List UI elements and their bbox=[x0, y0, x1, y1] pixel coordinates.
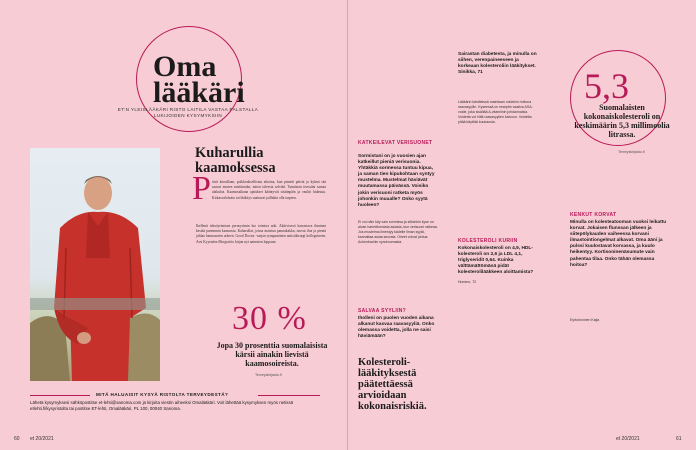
signature: Eyrtoinvonen Kaija bbox=[570, 318, 600, 322]
intro-text: äivä kerrallaan, poikkeuksellisina aikoina, kun pimeät päivät ja kylmä sää saavat monen miettimään, miten talvesta selviää. Tunnistan itsessäni samaa alakuloa. Kaamosaikana ajatukset kääntyvät sisäänpäin ja vauhti hidastuu. Kirkasvalohoito tai lääkitys saattavat joillakin olla tarpeen. bbox=[212, 180, 326, 200]
section-header: KOLESTEROLI KURIIN bbox=[458, 238, 518, 244]
stat-source: Terveyskirjasto.fi bbox=[618, 150, 645, 154]
section-subtitle: ET:N YLEISLÄÄKÄRI RISTO LAITILA VASTAA PALSTALLA LUKIJOIDEN KYSYMYKSIIN bbox=[117, 107, 259, 118]
big-number: 5,3 bbox=[584, 66, 629, 106]
questions-title: MITÄ HALUAISIT KYSYÄ RISTOLTA TERVEYDESTÄ? bbox=[96, 392, 229, 397]
magazine-issue: et 20/2021 bbox=[616, 436, 640, 442]
question-text: Sormistani on jo vuosien ajan katkeillut pieniä verisuonia. Yhtäkkiä sormessa tuntuu kipua, ja saman tien kipukohtaan syntyy mustelma. Mustelmat häviävät muutamassa päivässä. Voisiko jokin verisuoni ratketa myös johonkin muualle? Onko syytä huoleen? bbox=[358, 154, 435, 208]
big-stat: 30 % bbox=[232, 300, 307, 337]
section-header: SALVAA SYYLIIN? bbox=[358, 308, 407, 314]
questions-body: Lähetä kysymyksesi sähköpostitse et-lehti@sanoma.com ja kirjoita viestin aiheeksi Omalääkäri. Voit lähettää kysymyksen myös netissä etlehti.fi/kysyristolta tai postitse ET-lehti, Omalääkäri, PL 100, 00040 Sanoma. bbox=[30, 400, 294, 411]
pull-quote: Kolesteroli-lääkityksestä päätettäessä arvioidaan kokonaisriskiä. bbox=[358, 357, 427, 412]
page-number: 60 bbox=[14, 436, 20, 442]
question-text: Sairastan diabetesta, ja minulla on siihen, verenpaineeseen ja korkeaan kolesteroliin lääkitykset. Sinikka, 71 bbox=[458, 52, 537, 76]
answer-text: Lääkärin käsitteissä mainitaan voidekin hoitona raavasyyliin. Kyseessä on reseptin vaativa ASA-voide, joka sisältää A-vitamiinin johdannaisia. Voidetta voi hiltä raavasyylien kalvoon. Voidetta pitää käyttää kuukausia. bbox=[458, 100, 533, 124]
right-page bbox=[348, 0, 696, 450]
section-header: KENKUT KORVAT bbox=[570, 212, 617, 218]
question-text: Iholleni on puolen vuoden aikana alkanut kasvaa raavasyyliä. Onko olemassa voidetta, jolla ne saisi häviämään? bbox=[358, 316, 435, 340]
intro-text-2: Ihellenti tekstiyrimisen perusyrimin luo toimiva arki. Aktiivisesti harrastava ihminen kestää paremmin kaamosta. Kuharullat, joissa maistuu pannukakku, tuovat iloa ja pientä juhlaa harmaaseen arkeen. Good Doctor -sarjan sympaattinen autistikirurgi kollegoineen. Assi Kyyrnäen Morgoritto kirjan nyt naimisen loppuun. bbox=[196, 224, 326, 244]
big-caption: Suomalaisten kokonaiskolesteroli on keskimäärin 5,3 millimoolia litrassa. bbox=[574, 103, 670, 139]
doctor-photo bbox=[30, 148, 160, 381]
drop-cap: P bbox=[192, 170, 211, 207]
question-text: Kokonaiskolesteroli on 4,9, HDL-kolesteroli on 2,6 ja LDL 4,1, triglyseridit 0,64. Kuinka välttämättömänä pidät kolesterolilääkkeen aloittamista? bbox=[458, 246, 534, 276]
stat-caption: Jopa 30 prosenttia suomalaisista kärsii ainakin lievistä kaamosoireista. bbox=[216, 341, 328, 368]
signature: Hummo, 72 bbox=[458, 280, 477, 284]
page-number: 61 bbox=[676, 436, 682, 442]
question-text: Minulla on kolesteatooman vuoksi leikattu korvat. Jokaisen flunssan jälkeen ja siitepölykauden vaiheessa korvani ilmastointiongelmat alkavat. Oma ääni ja pulssi kuulostavat korvassa, ja kuulo heikentyy. Kortisoninenäsumute vain pahentaa tilaa. Onko tähän olemassa hoitoa? bbox=[570, 220, 667, 268]
stat-source: Terveyskirjasto.fi bbox=[255, 373, 282, 377]
divider bbox=[30, 395, 90, 396]
magazine-issue: et 20/2021 bbox=[30, 436, 54, 442]
divider bbox=[258, 395, 320, 396]
answer-text: Ei voi näin käy vain sormissa ja silloinkin kyse on aivan harmittomasta asiasta, kun verisuoni ratkeaa. Jos mustelma ilmestyy kädelle ilman syytä, kannattaa asiaa seurata. Oireet voivat johtua Achenbachin syndroomasta. bbox=[358, 220, 438, 244]
section-title: Oma lääkäri bbox=[153, 50, 245, 109]
section-header: KATKEILEVAT VERISUONET bbox=[358, 140, 433, 146]
headline: Kuharullia kaamoksessa bbox=[195, 145, 276, 176]
